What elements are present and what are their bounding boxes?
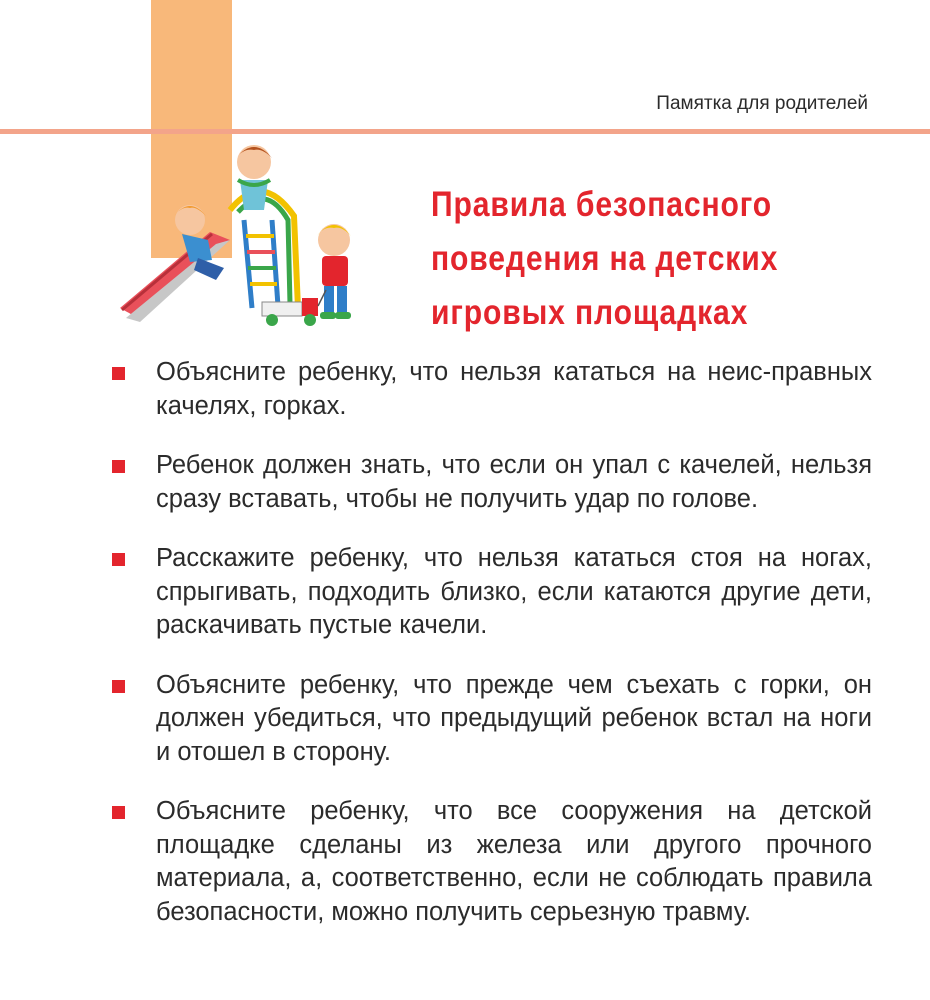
playground-illustration <box>112 140 372 340</box>
title-line: Правила безопасного <box>431 185 773 224</box>
rule-text: Ребенок должен знать, что если он упал с качелей, нельзя сразу вставать, чтобы не получить удар по голове. <box>156 451 872 513</box>
rule-item <box>112 356 872 423</box>
red-square-bullet-icon <box>112 680 125 693</box>
rules-list <box>112 356 872 955</box>
rule-text: Расскажите ребенку, что нельзя кататься стоя на ногах, спрыгивать, подходить близко, если катаются другие дети, раскачивать пустые качели. <box>156 544 872 639</box>
header-divider <box>0 129 930 134</box>
rule-item <box>112 542 872 643</box>
page-title <box>431 178 835 340</box>
red-square-bullet-icon <box>112 806 125 819</box>
rule-text: Объясните ребенку, что прежде чем съехать с горки, он должен убедиться, что предыдущий ребенок встал на ноги и отошел в сторону. <box>156 670 872 766</box>
red-square-bullet-icon <box>112 553 125 566</box>
rule-item <box>112 669 872 770</box>
rule-item <box>112 795 872 929</box>
header-label: Памятка для родителей <box>656 93 868 114</box>
rule-text: Объясните ребенку, что все сооружения на детской площадке сделаны из железа или другого прочного материала, а, соответственно, если не соблюдать правила безопасности, можно получить серьезную травму. <box>156 797 872 926</box>
rule-item <box>112 449 872 516</box>
red-square-bullet-icon <box>112 367 125 380</box>
red-square-bullet-icon <box>112 460 125 473</box>
title-line: поведения на детских <box>431 239 779 278</box>
playground-children-slide-icon <box>112 140 372 340</box>
title-line: игровых площадках <box>431 293 749 332</box>
rule-text: Объясните ребенку, что нельзя кататься на неис-правных качелях, горках. <box>156 358 872 420</box>
